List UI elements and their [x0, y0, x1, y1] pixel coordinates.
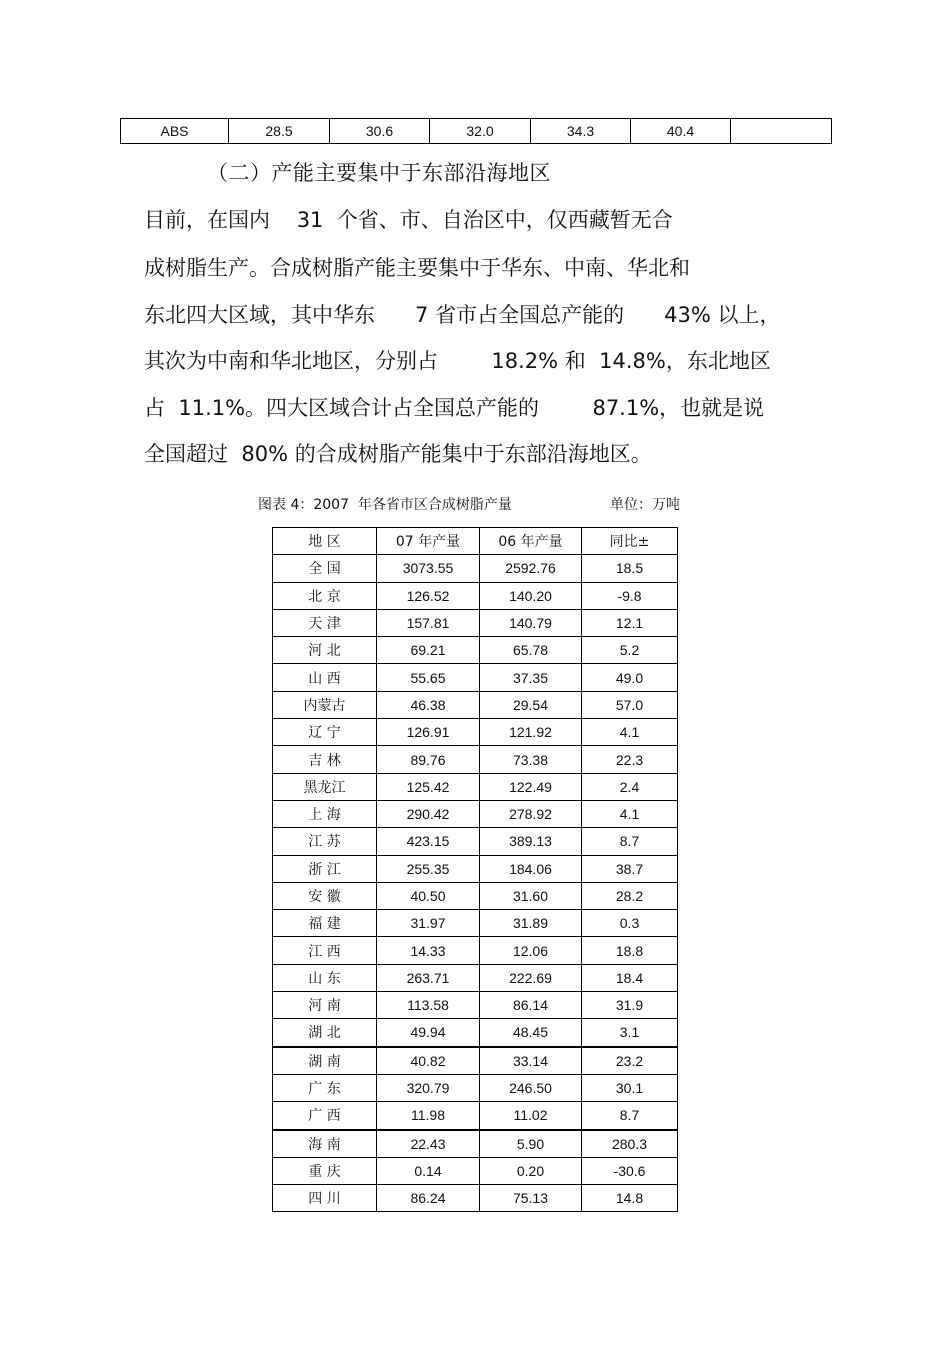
value-cell: 11.02: [480, 1102, 582, 1130]
value-cell: 30.1: [582, 1074, 678, 1101]
value-cell: 122.49: [480, 773, 582, 800]
value-cell: 389.13: [480, 828, 582, 855]
value-cell: 46.38: [377, 691, 480, 718]
value-cell: 113.58: [377, 992, 480, 1019]
column-header: 07 年产量: [377, 528, 480, 555]
section-heading: （二）产能主要集中于东部沿海地区: [207, 161, 551, 185]
region-cell: 内蒙古: [273, 691, 377, 718]
region-cell: 吉 林: [273, 746, 377, 773]
region-cell: 山 西: [273, 664, 377, 691]
value-cell: 73.38: [480, 746, 582, 773]
region-cell: 重 庆: [273, 1157, 377, 1184]
region-cell: 山 东: [273, 964, 377, 991]
value-cell: 5.2: [582, 637, 678, 664]
value-cell: 184.06: [480, 855, 582, 882]
value-cell: 86.24: [377, 1185, 480, 1212]
value-cell: 8.7: [582, 828, 678, 855]
value-cell: 290.42: [377, 800, 480, 827]
value-cell: 11.98: [377, 1102, 480, 1130]
region-cell: 广 西: [273, 1102, 377, 1130]
table-row: [273, 664, 678, 691]
value-cell: 23.2: [582, 1047, 678, 1075]
value-cell: 2.4: [582, 773, 678, 800]
value-cell: 263.71: [377, 964, 480, 991]
value-cell: 278.92: [480, 800, 582, 827]
value-cell: 18.4: [582, 964, 678, 991]
table-row: [273, 1130, 678, 1158]
paragraph-line: 其次为中南和华北地区，分别占 18.2% 和 14.8%，东北地区: [144, 349, 771, 373]
table-row: [273, 992, 678, 1019]
value-cell: 5.90: [480, 1130, 582, 1158]
value-cell: 89.76: [377, 746, 480, 773]
value-cell: 28.2: [582, 882, 678, 909]
value-cell: 246.50: [480, 1074, 582, 1101]
table-row: [273, 637, 678, 664]
region-cell: 四 川: [273, 1185, 377, 1212]
value-cell: 126.91: [377, 719, 480, 746]
value-cell: 49.94: [377, 1019, 480, 1047]
value-cell: 157.81: [377, 609, 480, 636]
value-cell: 222.69: [480, 964, 582, 991]
value-cell: 14.8: [582, 1185, 678, 1212]
table-row: [273, 691, 678, 718]
table-row: [273, 910, 678, 937]
region-cell: 浙 江: [273, 855, 377, 882]
value-cell: 38.7: [582, 855, 678, 882]
value-cell: 320.79: [377, 1074, 480, 1101]
region-cell: 湖 北: [273, 1019, 377, 1047]
column-header: 地 区: [273, 528, 377, 555]
column-header: 同比±: [582, 528, 678, 555]
value-cell: 423.15: [377, 828, 480, 855]
table-row: [273, 1074, 678, 1101]
value-cell: 40.50: [377, 882, 480, 909]
value-cell: 22.43: [377, 1130, 480, 1158]
value-cell: 33.14: [480, 1047, 582, 1075]
value-cell: 49.0: [582, 664, 678, 691]
value-cell: 65.78: [480, 637, 582, 664]
table-cell: [731, 119, 832, 144]
table-header-row: [273, 528, 678, 555]
table-row: [273, 582, 678, 609]
value-cell: 69.21: [377, 637, 480, 664]
region-cell: 江 苏: [273, 828, 377, 855]
value-cell: 12.1: [582, 609, 678, 636]
value-cell: 3.1: [582, 1019, 678, 1047]
table-row: [273, 1047, 678, 1075]
value-cell: 140.20: [480, 582, 582, 609]
value-cell: 18.5: [582, 555, 678, 582]
value-cell: 255.35: [377, 855, 480, 882]
value-cell: 31.97: [377, 910, 480, 937]
value-cell: 29.54: [480, 691, 582, 718]
region-cell: 天 津: [273, 609, 377, 636]
value-cell: 0.20: [480, 1157, 582, 1184]
region-cell: 湖 南: [273, 1047, 377, 1075]
value-cell: 55.65: [377, 664, 480, 691]
table-cell: 30.6: [330, 119, 430, 144]
value-cell: 0.14: [377, 1157, 480, 1184]
value-cell: -30.6: [582, 1157, 678, 1184]
value-cell: 4.1: [582, 719, 678, 746]
value-cell: 40.82: [377, 1047, 480, 1075]
region-cell: 上 海: [273, 800, 377, 827]
region-cell: 辽 宁: [273, 719, 377, 746]
value-cell: 86.14: [480, 992, 582, 1019]
value-cell: 75.13: [480, 1185, 582, 1212]
value-cell: 280.3: [582, 1130, 678, 1158]
value-cell: 126.52: [377, 582, 480, 609]
value-cell: 140.79: [480, 609, 582, 636]
table-row: [273, 800, 678, 827]
value-cell: 18.8: [582, 937, 678, 964]
table-cell: 28.5: [229, 119, 330, 144]
region-cell: 北 京: [273, 582, 377, 609]
region-cell: 广 东: [273, 1074, 377, 1101]
column-header: 06 年产量: [480, 528, 582, 555]
paragraph-line: 全国超过 80% 的合成树脂产能集中于东部沿海地区。: [144, 442, 652, 466]
value-cell: 3073.55: [377, 555, 480, 582]
value-cell: 57.0: [582, 691, 678, 718]
table-cell: 34.3: [531, 119, 631, 144]
value-cell: 31.60: [480, 882, 582, 909]
paragraph-line: 东北四大区域，其中华东 7 省市占全国总产能的 43% 以上，: [144, 303, 781, 327]
table-row: [273, 773, 678, 800]
value-cell: 12.06: [480, 937, 582, 964]
region-cell: 江 西: [273, 937, 377, 964]
value-cell: 121.92: [480, 719, 582, 746]
value-cell: -9.8: [582, 582, 678, 609]
production-table: [272, 527, 678, 1212]
value-cell: 4.1: [582, 800, 678, 827]
table-cell: ABS: [121, 119, 229, 144]
value-cell: 8.7: [582, 1102, 678, 1130]
table-row: [273, 1185, 678, 1212]
value-cell: 2592.76: [480, 555, 582, 582]
region-cell: 河 南: [273, 992, 377, 1019]
region-cell: 全 国: [273, 555, 377, 582]
value-cell: 31.9: [582, 992, 678, 1019]
value-cell: 22.3: [582, 746, 678, 773]
region-cell: 福 建: [273, 910, 377, 937]
table-row: [273, 882, 678, 909]
table-row: [273, 828, 678, 855]
table-row: [273, 855, 678, 882]
table-row: [273, 609, 678, 636]
value-cell: 0.3: [582, 910, 678, 937]
value-cell: 48.45: [480, 1019, 582, 1047]
table-row: [273, 937, 678, 964]
value-cell: 31.89: [480, 910, 582, 937]
table-row: [273, 964, 678, 991]
paragraph-line: 目前，在国内 31 个省、市、自治区中，仅西藏暂无合: [144, 208, 673, 232]
region-cell: 黑龙江: [273, 773, 377, 800]
table-row: [273, 719, 678, 746]
table-cell: 40.4: [631, 119, 731, 144]
value-cell: 37.35: [480, 664, 582, 691]
table-caption: 图表 4：2007 年各省市区合成树脂产量: [258, 497, 512, 513]
table-unit: 单位：万吨: [610, 497, 680, 513]
table-row: [273, 1019, 678, 1047]
value-cell: 14.33: [377, 937, 480, 964]
value-cell: 125.42: [377, 773, 480, 800]
table-row: [273, 746, 678, 773]
table-row: [273, 1157, 678, 1184]
abs-row-table: [120, 118, 832, 144]
region-cell: 河 北: [273, 637, 377, 664]
paragraph-line: 成树脂生产。合成树脂产能主要集中于华东、中南、华北和: [144, 256, 690, 280]
table-row: [121, 119, 832, 144]
table-row: [273, 555, 678, 582]
region-cell: 安 徽: [273, 882, 377, 909]
table-body: [273, 555, 678, 1212]
paragraph-line: 占 11.1%。四大区域合计占全国总产能的 87.1%，也就是说: [144, 396, 765, 420]
region-cell: 海 南: [273, 1130, 377, 1158]
table-cell: 32.0: [430, 119, 531, 144]
table-row: [273, 1102, 678, 1130]
